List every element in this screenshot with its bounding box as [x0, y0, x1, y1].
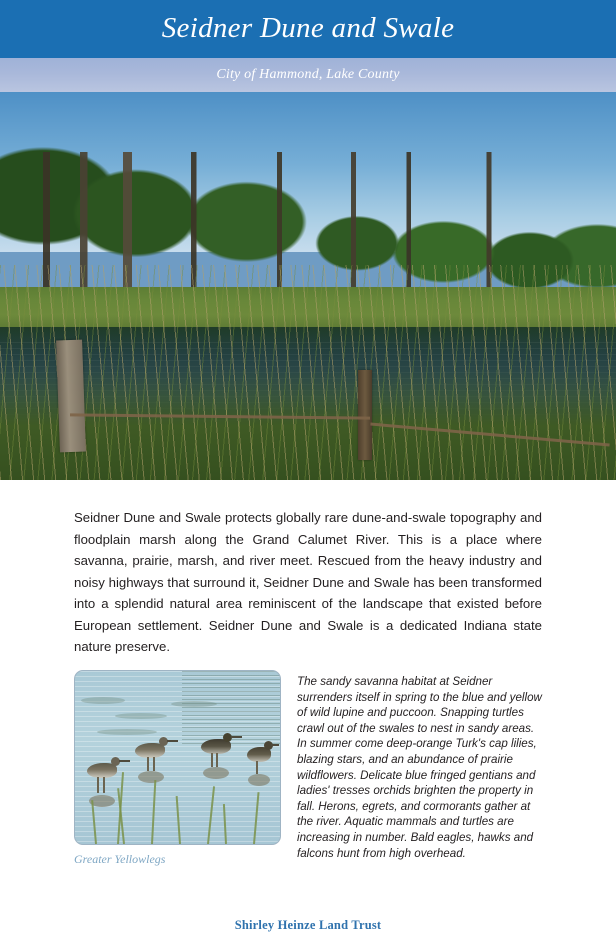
- fence-post-left: [56, 340, 86, 453]
- subtitle-bar: [0, 58, 616, 92]
- footer-organization: Shirley Heinze Land Trust: [234, 918, 382, 932]
- lower-section: [74, 670, 542, 867]
- bird-photo-column: [74, 670, 281, 867]
- intro-paragraph: Seidner Dune and Swale protects globally rare dune-and-swale topography and floodplain marsh along the Grand Calumet River. This is a place where savanna, prairie, marsh, and river meet. Rescued from the heavy industry and noisy highways that surround it, Seidner Dune and Swale has been transformed into a splendid natural area reminiscent of the landscape that existed before European settlement. Seidner Dune and Swale is a dedicated Indiana state nature preserve.: [74, 510, 542, 654]
- page-title: Seidner Dune and Swale: [161, 11, 455, 44]
- water-ripples-dense: [182, 671, 280, 744]
- reeds-region: [0, 265, 616, 480]
- hero-photo: [0, 92, 616, 480]
- bird-photo: [74, 670, 281, 845]
- title-bar: [0, 0, 616, 58]
- water-smudge: [97, 729, 157, 735]
- location-subtitle: City of Hammond, Lake County: [216, 67, 400, 82]
- water-smudge: [115, 713, 167, 719]
- fence-post-center: [358, 370, 372, 460]
- bird-photo-caption: Greater Yellowlegs: [74, 852, 166, 866]
- water-smudge: [171, 701, 217, 707]
- habitat-description: The sandy savanna habitat at Seidner surrenders itself in spring to the blue and yellow of wild lupine and puccoon. Snapping turtles crawl out of the swales to nest in sandy areas. In summer come deep-orange Turk's cap lilies, blazing stars, and an abundance of prairie wildflowers. Delicate blue fringed gentians and ladies' tresses orchids brighten the property in fall. Herons, egrets, and cormorants gather at the river. Aquatic mammals and turtles are increasing in number. Bald eagles, hawks and falcons hunt from high overhead.: [297, 675, 542, 860]
- water-smudge: [81, 697, 125, 704]
